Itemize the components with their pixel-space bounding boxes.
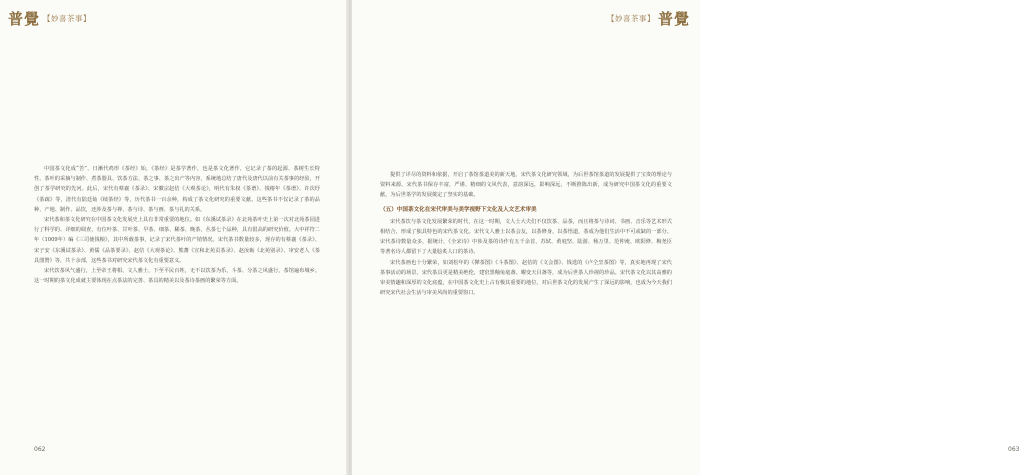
left-page-body [34, 164, 320, 286]
paragraph: 宋代茶画也十分繁荣，如刘松年的《撵茶图》《斗茶图》、赵佶的《文会图》、钱选的《卢仝烹茶图》等，真实地再现了宋代茶事活动的场景。宋代茶具更是精美绝伦，建窑黑釉兔毫盏、曜变天目盏等，成为后世茶人珍视的珍品。宋代茶文化以其高雅的审美情趣和深厚的文化底蕴，在中国茶文化史上占有极其重要的地位，对后世茶文化的发展产生了深远的影响，也成为今天我们研究宋代社会生活与审美风尚的重要窗口。 [380, 259, 672, 297]
right-page-header [607, 8, 690, 29]
section-heading: （五）中国茶文化在宋代审美与美学视野下文化及人文艺术审美 [380, 206, 537, 213]
paragraph: 宋代饮茶风气盛行，上至帝王将相、文人雅士，下至平民百姓，无不以饮茶为乐，斗茶、分茶之风盛行，茶馆遍布城乡。这一时期的茶文化成就主要体现在点茶法的完善、茶具的精美以及茶诗茶画的繁荣等方面。 [34, 268, 320, 285]
paragraph: 提供了详尽的资料和依据，开启了茶馆茶道美的新天地。宋代茶文化研究领域，为后世茶馆茶道的发展提供了宝贵的理论与资料来源。宋代茶书保存丰富，严谨、精细的文风代表，意韵深远，影响深远，不断推陈出新，成为研究中国茶文化的重要文献，为后世茶学的发展奠定了坚实的基础。 [380, 172, 672, 199]
left-page-header [8, 8, 91, 29]
page-number: 063 [1008, 446, 1019, 453]
section-tag: 【妙喜茶事】 [606, 14, 655, 23]
page-number: 062 [34, 446, 46, 453]
left-page [0, 0, 348, 475]
brand-logo: 普覺 [8, 10, 41, 28]
paragraph: 中国茶文化成“苦”、日漸代鸡形《茶经》始，《茶经》是茶学著作，也是茶文化著作，它记录了茶的起源、茶树生长特性、茶叶的采摘与制作、煮茶器具、饮茶方法、茶之事、茶之出产等内容，系统地总结了唐代及唐代以前有关茶事的经验，开创了茶学研究的先河。此后，宋代有蔡襄《茶录》、宋徽宗赵佶《大观茶论》，明代有朱权《茶谱》、钱椿年《茶谱》、许次纾《茶疏》等，清代有陆廷灿《续茶经》等，历代茶书一百余种，构成了茶文化研究的重要文献。这些茶书不仅记录了茶的品种、产地、制作、品饮，还涉及茶与禅、茶与诗、茶与画、茶与礼的关系。 [34, 166, 320, 213]
brand-logo: 普覺 [657, 10, 690, 28]
section-tag: 【妙喜茶事】 [43, 14, 92, 23]
paragraph: 宋代茶饮与茶文化发展繁荣的时代，在这一时期，文人士大夫们不仅饮茶、品茶，而且将茶与诗词、书画、音乐等艺术形式相结合，形成了独具特色的宋代茶文化。宋代文人雅士以茶会友，以茶修身，以茶悟道，茶成为他们生活中不可或缺的一部分。宋代茶诗数量众多，据统计，《全宋诗》中涉及茶的诗作有五千余首，苏轼、黄庭坚、陆游、杨万里、范仲淹、欧阳修、梅尧臣等著名诗人都留下了大量脍炙人口的茶诗。 [380, 218, 672, 256]
paragraph: 宋代茶和茶文化研究在中国茶文化发展史上具有非常重要的地位。如《东溪试茶录》在北苑茶叶史上第一次对北苑茶园进行了科学的、详细的调查，有位叶茶、甘叶茶、早茶、细茶、稀茶、晚茶、丛茶七个品种，具有很高的研究价值。大中祥符二年（1009年）编《三司使钱粮》，其中所载茶事，记录了宋代茶叶的产销情况。宋代茶书数量较多，现存的有蔡襄《茶录》、宋子安《东溪试茶录》、黄儒《品茶要录》、赵佶《大观茶论》、熊蕃《宣和北苑贡茶录》、赵汝砺《北苑别录》、审安老人《茶具图赞》等，共十余部，这些茶书对研究宋代茶文化有重要意义。 [34, 217, 320, 264]
right-page-body [380, 170, 672, 298]
